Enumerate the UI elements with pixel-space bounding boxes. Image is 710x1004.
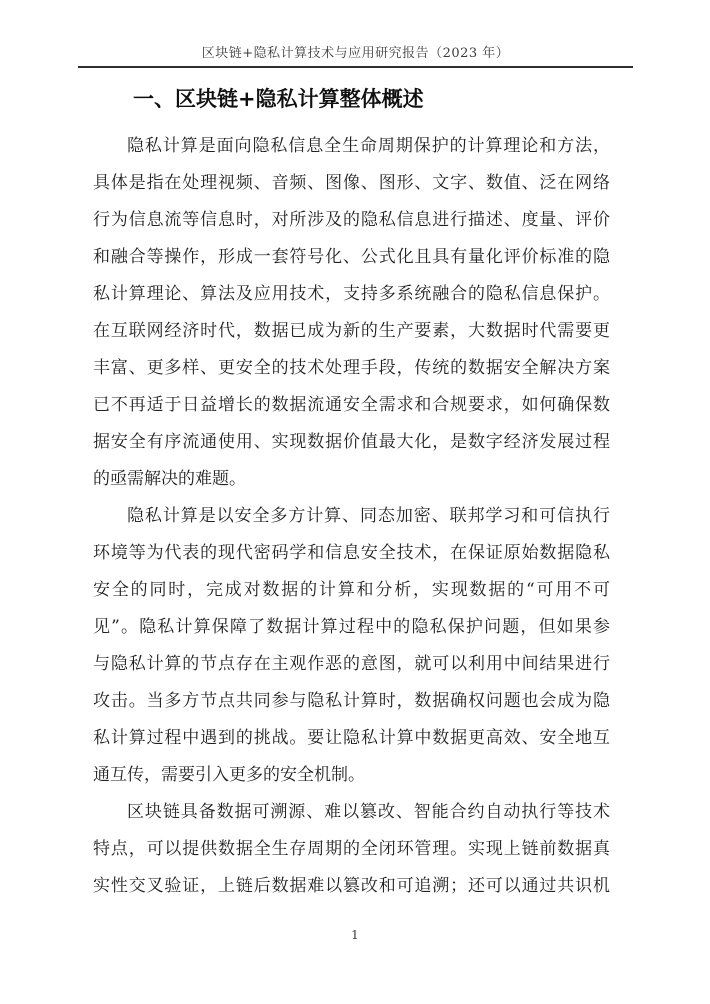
paragraph: [93, 128, 610, 498]
text-line: 特点，可以提供数据全生存周期的全闭环管理。实现上链前数据真: [93, 839, 610, 859]
text-line: 通互传，需要引入更多的安全机制。: [93, 765, 365, 785]
section-heading: 一、区块链+隐私计算整体概述: [133, 87, 424, 111]
paragraph: [93, 498, 610, 794]
header-title: 区块链+隐私计算技术与应用研究报告（2023 年）: [201, 46, 510, 61]
text-line: 安全的同时，完成对数据的计算和分析，实现数据的“可用不可: [93, 580, 610, 600]
text-line: 与隐私计算的节点存在主观作恶的意图，就可以利用中间结果进行: [93, 654, 610, 674]
text-line: 具体是指在处理视频、音频、图像、图形、文字、数值、泛在网络: [93, 173, 610, 193]
text-line: 隐私计算是面向隐私信息全生命周期保护的计算理论和方法，: [127, 136, 610, 156]
page-header: [78, 0, 633, 68]
body-text: [93, 128, 610, 905]
text-line: 和融合等操作，形成一套符号化、公式化且具有量化评价标准的隐: [93, 247, 610, 267]
text-line: 据安全有序流通使用、实现数据价值最大化，是数字经济发展过程: [93, 432, 610, 452]
text-line: 已不再适于日益增长的数据流通安全需求和合规要求，如何确保数: [93, 395, 610, 415]
text-line: 在互联网经济时代，数据已成为新的生产要素，大数据时代需要更: [93, 321, 610, 341]
text-line: 行为信息流等信息时，对所涉及的隐私信息进行描述、度量、评价: [93, 210, 610, 230]
page-footer: [0, 927, 710, 943]
paragraph: [93, 794, 610, 905]
text-line: 区块链具备数据可溯源、难以篡改、智能合约自动执行等技术: [127, 802, 610, 822]
text-line: 攻击。当多方节点共同参与隐私计算时，数据确权问题也会成为隐: [93, 691, 610, 711]
text-line: 私计算过程中遇到的挑战。要让隐私计算中数据更高效、安全地互: [93, 728, 610, 748]
text-line: 实性交叉验证，上链后数据难以篡改和可追溯；还可以通过共识机: [93, 876, 610, 896]
text-line: 丰富、更多样、更安全的技术处理手段，传统的数据安全解决方案: [93, 358, 610, 378]
text-line: 的亟需解决的难题。: [93, 469, 246, 489]
text-line: 私计算理论、算法及应用技术，支持多系统融合的隐私信息保护。: [93, 284, 610, 304]
text-line: 见”。隐私计算保障了数据计算过程中的隐私保护问题，但如果参: [93, 617, 610, 637]
text-line: 隐私计算是以安全多方计算、同态加密、联邦学习和可信执行: [127, 506, 610, 526]
text-line: 环境等为代表的现代密码学和信息安全技术，在保证原始数据隐私: [93, 543, 610, 563]
page-number: 1: [351, 928, 359, 942]
